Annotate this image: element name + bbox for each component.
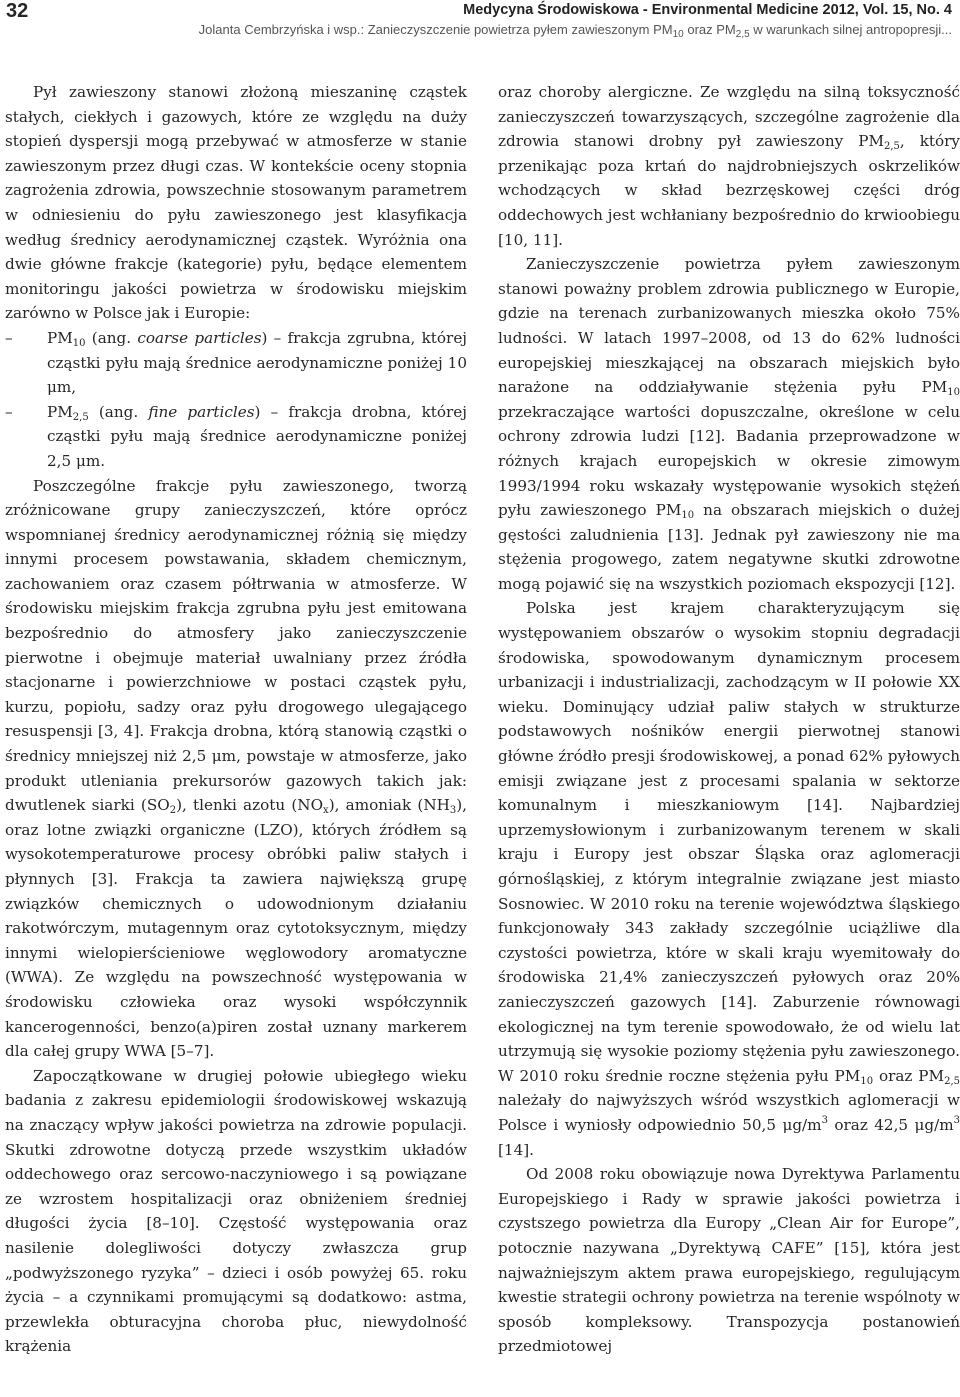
list-item [5, 400, 467, 474]
superscript: 3 [821, 1114, 828, 1126]
paragraph [498, 596, 960, 1162]
paragraph-text: ), oraz lotne związki organiczne (LZO), których źródłem są wysokotemperaturowe procesy obróbki paliw stałych i płynnych [3]. Frakcja ta zawiera największą grupę związków chemicznych o udowodnionym działaniu rakotwórczym, mutagennym oraz cytotoksycznym, między innymi wielopierścieniowe węglowodory aromatyczne (WWA). Ze względu na powszechność występowania w środowisku człowieka oraz wysoki współczynnik kancerogenności, benzo(a)piren został uznany markerem dla całej grupy WWA [5–7]. [5, 796, 467, 1061]
running-head-text: w warunkach silnej antropopresji... [749, 22, 952, 37]
paragraph: Pył zawieszony stanowi złożoną mieszaninę cząstek stałych, ciekłych i gazowych, które ze względu na duży stopień dyspersji mogą przebywać w atmosferze w stanie zawieszonym przez długi czas. W kontekście oceny stopnia zagrożenia zdrowia, powszechnie stosowanym parametrem w odniesieniu do pyłu zawieszonego jest klasyfikacja według średnicy aerodynamicznej cząstek. Wyróżnia ona dwie główne frakcje (kategorie) pyłu, będące elementem monitoringu jakości powietrza w środowisku miejskim zarówno w Polsce jak i Europie: [5, 83, 467, 323]
running-head-sub: 2,5 [735, 29, 750, 40]
paragraph-text: ), tlenki azotu (NO [176, 796, 324, 815]
paragraph-text: ), amoniak (NH [328, 796, 450, 815]
paragraph-text: , który przenikając poza krtań do najdrobniejszych oskrzelików wchodzących w skład bezrzęskowej części dróg oddechowych jest wchłaniany bezpośrednio do krwioobiegu [10, 11]. [498, 132, 960, 249]
paragraph-text: Poszczególne frakcje pyłu zawieszonego, tworzą zróżnicowane grupy zanieczyszczeń, które oprócz wspomnianej średnicy aerodynamicznej różnią się między innymi procesem powstawania, składem chemicznym, zachowaniem oraz czasem półtrwania w atmosferze. W środowisku miejskim frakcja zgrubna pyłu jest emitowana bezpośrednio do atmosfery jako zanieczyszczenie pierwotne i obejmuje materiał uwalniany przez źródła stacjonarne i powierzchniowe w postaci cząstek pyłu, kurzu, popiołu, sadzy oraz pyłu drogowego ulegającego resuspensji [3, 4]. Frakcja drobna, którą stanowią cząstki o średnicy mniejszej niż 2,5 μm, powstaje w atmosferze, jako produkt utleniania prekursorów gazowych takich jak: dwutlenek siarki (SO [5, 476, 467, 815]
running-head-sub: 10 [672, 29, 684, 40]
english-term: coarse particles [137, 328, 262, 347]
paragraph-text: oraz 42,5 μg/m [827, 1115, 954, 1134]
paragraph-text: należały do najwyższych wśród wszystkich aglomeracji w Polsce i wyniosły odpowiednio 50,5 μg/m [498, 1091, 960, 1134]
subscript: 2,5 [884, 141, 900, 153]
paragraph-text: oraz PM [873, 1066, 945, 1085]
list-item [5, 326, 467, 400]
subscript: 3 [449, 805, 457, 817]
subscript: x [323, 805, 329, 817]
paragraph-text: Zanieczyszczenie powietrza pyłem zawieszonym stanowi poważny problem zdrowia publicznego w Europie, gdzie na terenach zurbanizowanych mieszka około 75% ludności. W latach 1997–2008, od 13 do 62% ludności europejskiej mieszkającej na obszarach miejskich było narażone na oddziaływanie stężenia pyłu PM [498, 255, 960, 397]
page-number: 32 [6, 0, 29, 22]
paragraph [498, 80, 960, 252]
dash-marker: – [5, 402, 13, 421]
paragraph [5, 474, 467, 1064]
item-text: (ang. [88, 402, 149, 421]
subscript: 10 [860, 1075, 874, 1087]
item-text: (ang. [85, 328, 138, 347]
subscript: 10 [947, 387, 960, 399]
dash-marker: – [5, 328, 13, 347]
subscript: 2 [169, 805, 177, 817]
running-head-text: Jolanta Cembrzyńska i wsp.: Zanieczyszczenie powietrza pyłem zawieszonym PM [198, 22, 673, 37]
english-term: fine particles [148, 402, 255, 421]
subscript: 2,5 [944, 1075, 960, 1087]
pm-subscript: 2,5 [72, 411, 89, 423]
pm-subscript: 10 [72, 337, 86, 349]
paragraph [498, 252, 960, 596]
pm-label: PM [47, 328, 73, 347]
pm-label: PM [47, 402, 73, 421]
paragraph-text: przekraczające wartości dopuszczalne, określone w celu ochrony zdrowia ludzi [12]. Badania przeprowadzone w różnych krajach europejskich w okresie zimowym 1993/1994 roku wskazały występowanie wysokich stężeń pyłu zawieszonego PM [498, 402, 960, 520]
paragraph-text: [14]. [498, 1140, 535, 1159]
paragraph: Zapoczątkowane w drugiej połowie ubiegłego wieku badania z zakresu epidemiologii środowiskowej wskazują na znaczący wpływ jakości powietrza na zdrowie populacji. Skutki zdrowotne dotyczą przede wszystkim układów oddechowego oraz sercowo-naczyniowego i są powiązane ze wzrostem hospitalizacji oraz obniżeniem średniej długości życia [8–10]. Częstość występowania oraz nasilenie dolegliwości dotyczy zwłaszcza grup „podwyższonego ryzyka” – dzieci i osób powyżej 65. roku życia – a czynnikami promującymi są dodatkowo: astma, przewlekła obturacyjna choroba płuc, niewydolność krążenia [5, 1066, 467, 1356]
paragraph-text: oraz choroby alergiczne. Ze względu na silną toksyczność zanieczyszczeń towarzyszących, szczególne zagrożenie dla zdrowia stanowi drobny pył zawieszony PM [498, 83, 960, 151]
left-column [5, 80, 467, 1359]
subscript: 10 [681, 510, 695, 522]
superscript: 3 [953, 1114, 960, 1126]
right-column [498, 80, 960, 1359]
journal-title: Medycyna Środowiskowa - Environmental Medicine 2012, Vol. 15, No. 4 [463, 2, 952, 18]
running-head [198, 22, 952, 40]
item-text: ) – frakcja zgrubna, której cząstki pyłu mają średnice aerodynamiczne poniżej 10 μm, [47, 328, 468, 397]
item-text: ) – frakcja drobna, której cząstki pyłu mają średnice aerodynamiczne poniżej 2,5 μm. [47, 402, 467, 470]
paragraph-text: Polska jest krajem charakteryzującym się występowaniem obszarów o wysokim stopniu degradacji środowiska, spowodowanym dynamicznym procesem urbanizacji i industrializacji, zachodzącym w II połowie XX wieku. Dominujący udział paliw stałych w strukturze podstawowych nośników energii pierwotnej stanowi główne źródło presji środowiskowej, a ponad 62% pyłowych emisji związane jest z procesami spalania w sektorze komunalnym i mieszkaniowym [14]. Najbardziej uprzemysłowionym i zurbanizowanym terenem w skali kraju i Europy jest obszar Śląska oraz aglomeracji górnośląskiej, z którym integralnie związane jest miasto Sosnowiec. W 2010 roku na terenie województwa śląskiego funkcjonowały 343 zakłady szczególnie uciążliwe dla czystości powietrza, które w skali kraju wyemitowały do środowiska 21,4% zanieczyszczeń pyłowych oraz 20% zanieczyszczeń gazowych [14]. Zaburzenie równowagi ekologicznej na tym terenie spowodowało, że od wielu lat utrzymują się wysokie poziomy stężenia pyłu zawieszonego. W 2010 roku średnie roczne stężenia pyłu PM [498, 599, 960, 1085]
paragraph-text: na obszarach miejskich o dużej gęstości zaludnienia [13]. Jednak pył zawieszony nie ma stężenia progowego, zatem negatywne skutki zdrowotne mogą pojawić się na wszystkich poziomach ekspozycji [12]. [498, 501, 960, 593]
paragraph: Od 2008 roku obowiązuje nowa Dyrektywa Parlamentu Europejskiego i Rady w sprawie jakości powietrza i czystszego powietrza dla Europy „Clean Air for Europe”, potocznie nazywana „Dyrektywą CAFE” [15], która jest najważniejszym aktem prawa europejskiego, regulującym kwestie strategii ochrony powietrza na terenie wspólnoty w sposób kompleksowy. Transpozycja postanowień przedmiotowej [498, 1165, 960, 1356]
running-head-text: oraz PM [683, 22, 736, 37]
